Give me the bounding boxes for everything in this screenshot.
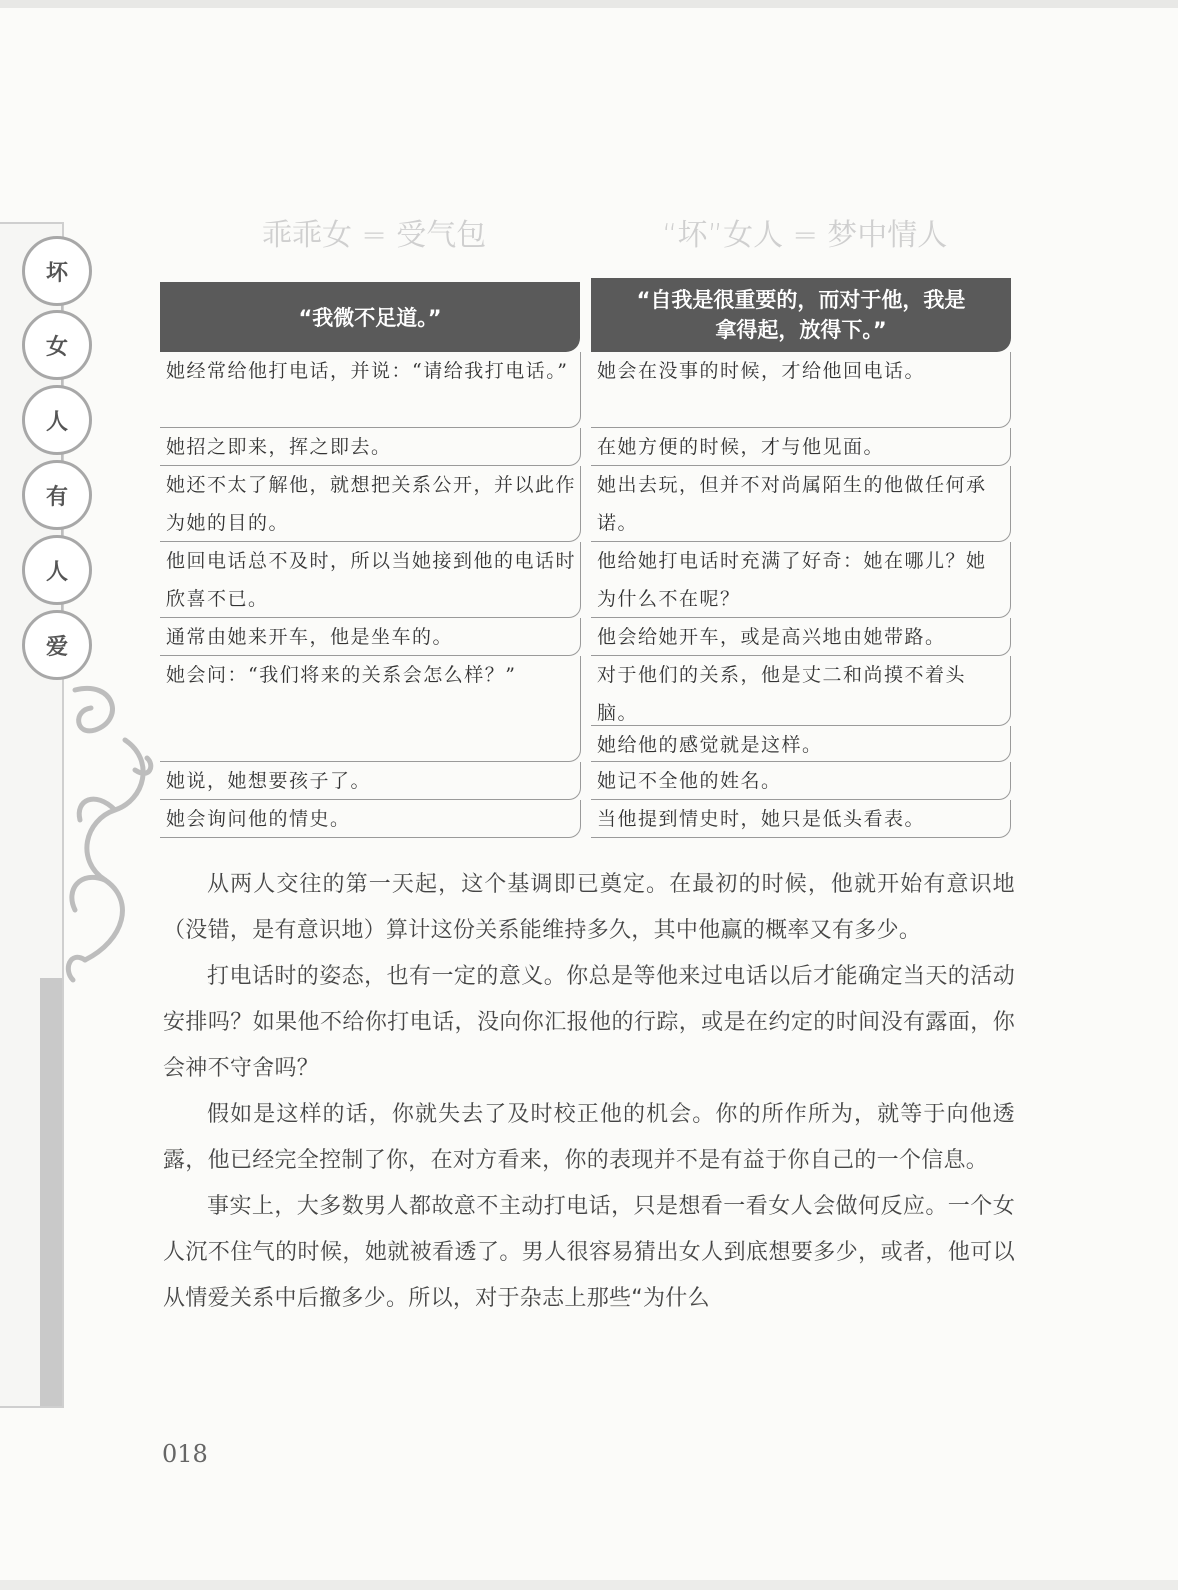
right-column-heading: “坏”女人 = 梦中情人 xyxy=(662,218,948,253)
table-cell-right: 在她方便的时候，才与他见面。 xyxy=(591,428,1011,466)
left-banner xyxy=(160,282,580,352)
side-tab-char: 有 xyxy=(22,460,92,530)
page-top-edge xyxy=(0,0,1178,8)
table-cell-right: 他会给她开车，或是高兴地由她带路。 xyxy=(591,618,1011,656)
paragraph: 从两人交往的第一天起，这个基调即已奠定。在最初的时候，他就开始有意识地（没错，是有意识地）算计这份关系能维持多久，其中他赢的概率又有多少。 xyxy=(163,872,1015,943)
side-tab-bar xyxy=(40,978,62,1406)
right-banner-line1: “自我是很重要的，而对于他，我是 xyxy=(636,288,966,312)
side-tab-char: 坏 xyxy=(22,236,92,306)
table-cell-left: 她招之即来，挥之即去。 xyxy=(160,428,581,466)
table-cell-right: 她记不全他的姓名。 xyxy=(591,762,1011,800)
body-text xyxy=(163,862,1015,1322)
table-cell-right: 她出去玩，但并不对尚属陌生的他做任何承诺。 xyxy=(591,466,1011,542)
table-cell-left: 她还不太了解他，就想把关系公开，并以此作为她的目的。 xyxy=(160,466,581,542)
paragraph: 事实上，大多数男人都故意不主动打电话，只是想看一看女人会做何反应。一个女人沉不住气的时候，她就被看透了。男人很容易猜出女人到底想要多少，或者，他可以从情爱关系中后撤多少。所以，对于杂志上那些“为什么 xyxy=(163,1194,1015,1311)
table-cell-right: 她给他的感觉就是这样。 xyxy=(591,726,1011,762)
table-cell-right: 当他提到情史时，她只是低头看表。 xyxy=(591,800,1011,838)
paragraph: 假如是这样的话，你就失去了及时校正他的机会。你的所作所为，就等于向他透露，他已经完全控制了你，在对方看来，你的表现并不是有益于你自己的一个信息。 xyxy=(163,1102,1015,1173)
right-banner-line2: 拿得起，放得下。” xyxy=(715,318,887,342)
paragraph: 打电话时的姿态，也有一定的意义。你总是等他来过电话以后才能确定当天的活动安排吗？如果他不给你打电话，没向你汇报他的行踪，或是在约定的时间没有露面，你会神不守舍吗？ xyxy=(163,964,1015,1081)
right-banner xyxy=(591,278,1011,352)
left-column-heading: 乖乖女 = 受气包 xyxy=(262,218,487,253)
table-cell-left: 她说，她想要孩子了。 xyxy=(160,762,581,800)
floral-ornament xyxy=(55,670,165,990)
left-banner-text: “我微不足道。” xyxy=(298,306,442,330)
side-tab-char: 爱 xyxy=(22,610,92,680)
page-number: 018 xyxy=(162,1440,208,1468)
table-cell-right: 她会在没事的时候，才给他回电话。 xyxy=(591,352,1011,428)
table-cell-left: 她经常给他打电话，并说：“请给我打电话。” xyxy=(160,352,581,428)
page-bottom-edge xyxy=(0,1580,1178,1590)
table-cell-left: 通常由她来开车，他是坐车的。 xyxy=(160,618,581,656)
side-tab-char: 人 xyxy=(22,385,92,455)
side-tab-char: 女 xyxy=(22,310,92,380)
side-tab-char: 人 xyxy=(22,535,92,605)
table-cell-right: 他给她打电话时充满了好奇：她在哪儿？她为什么不在呢？ xyxy=(591,542,1011,618)
table-cell-right: 对于他们的关系，他是丈二和尚摸不着头脑。 xyxy=(591,656,1011,726)
table-cell-left: 她会询问他的情史。 xyxy=(160,800,581,838)
table-cell-left: 她会问：“我们将来的关系会怎么样？” xyxy=(160,656,581,762)
table-cell-left: 他回电话总不及时，所以当她接到他的电话时欣喜不已。 xyxy=(160,542,581,618)
